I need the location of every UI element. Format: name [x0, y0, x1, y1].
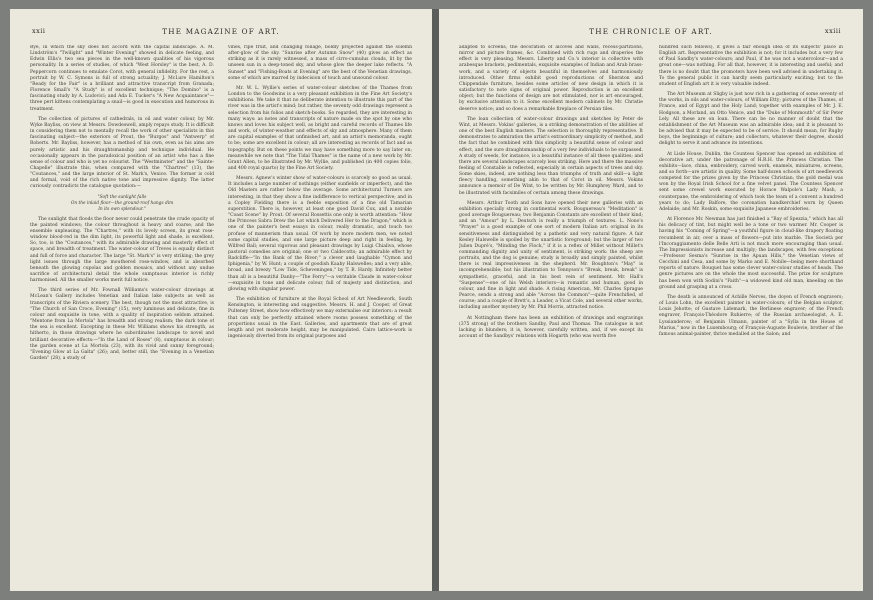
paragraph: Mr. W. L. Wyllie's series of water-colour sketches of the Thames from London to the Goodwins is a very pleasant exhibition in the Fine Art Society's exhibitions. We take it that no deliberate intention to illustrate this part of the river was in the artist's mind; but rather, the seventy odd drawings represent a selection from his folios and sketch-books. So regarded, they are interesting in many ways: as notes and transcripts of nature made on the spot by one who knows and loves his subject well, as bright and careful records of Thames life and work, of winter-weather and effects of sky and atmosphere. Many of them are capital examples of that unfinished art, and an artist's memoranda, ought to be; some are excellent in colour; all are interesting as records of fact and as topography. But on these points we may have something more to say later on; meanwhile we note that "The Tidal Thames" is the name of a new work by Mr. Grant Allen, to be illustrated by Mr. Wyllie, and published (in 400 copies folio, and 400 royal quarto) by the Fine Art Society. [228, 85, 412, 171]
left-column-2 [228, 45, 412, 591]
right-running-head [459, 27, 843, 39]
paragraph: At Nottingham there has been an exhibition of drawings and engravings (375 strong) of the brothers Sandby, Paul and Thomas. The catalogue is not lacking in blunders; it is, however, carefully written, and, if we except its account of the Sandbys' relations with Hogarth (who was worth five [459, 315, 643, 340]
paragraph: Rye, in which the sky does not accord with the capital landscape. A. M. Lindström's "Twilight" and "Winter Evening" showed in delicate feeling, and Edwin Ellis's two sea pieces in the well-known qualities of his vigorous personality. In a series of studies, of which "West Horsley" is the best, A. D. Peppercorn continues to emulate Corot, with general infidelity. For the rest, a portrait by W. C. Symons is full of strong actuality; J. McLure Hamilton's "Ready for the Fair" is a brilliant and attractive transcript from Granada; Florence Small's "A Study" is of excellent technique; "The Domino" is a fascinating study by A. Ludovici; and Ada E. Tucker's "A New Acquaintance"—three pert kittens contemplating a snail—is good in execution and humorous in treatment. [30, 45, 214, 112]
paragraph: The collection of pictures of cathedrals, in oil and water colour, by Mr. Wyke Bayliss, on view at Messrs. Dowdeswell, amply repays study. It is difficult in considering them not to mentally recall the work of other specialists in this fascinating subject—the exteriors of Prout, the "Burgos" and "Antwerp" of Roberts. Mr. Bayliss, however, has a method of his own, even as his aims are purely artistic and his draughtsmanship and technique individual. He occasionally appears in the paradoxical position of an artist who has a fine sense of colour and who is yet no colourist. The "Westminster" and the "Sainte-Chapelle" illustrate this, when compared with the "Chartres" (13), the "Coutances," and the large interior of St. Mark's, Venice. The former is cold and formal, void of the rich native tone and impressive dignity. The latter curiously contradicts the catalogue quotation:— [30, 116, 214, 190]
paragraph: hundred such fellows), it gives a fair enough idea of its subjects' place in English art. Representative the exhibition is not; for it includes but a very few of Paul Sandby's water-colours; and Paul, if he was not a watercolour—and a great one—was nothing. For all that, however, it is interesting and useful; and there is no doubt that the promoters have been well advised in undertaking it. To the general public it can hardly seem particularly exciting; but to the student of English art it is very valuable indeed. [659, 45, 843, 87]
left-running-title: THE MAGAZINE OF ART. [162, 27, 280, 36]
paragraph: vines, ripe fruit, and changing foliage, boldly projected against the solemn after-glow of the sky. "Sunrise after Autumn Snow" (40) gives an effect as striking as it is rarely witnessed, a mass of cirro-cumulus clouds, lit by the unseen sun in a deep-toned sky, and whose glow the deeper lake reflects. "A Sunset" and "Fishing-Boats at Evening" are the best of the Venetian drawings, some of which are marred by indecision of touch and unsound colour. [228, 45, 412, 81]
left-page-number: xxii [32, 27, 46, 35]
paragraph: The exhibition of furniture at the Royal School of Art Needlework, South Kensington, is interesting and suggestive. Messrs. H. and J. Cooper, of Great Pulteney Street, show how effectively we may externalise our interiors: a result that can only be perfectly attained where rooms possess something of the proportions usual in the East. Galleries, and apartments that are of great length and yet moderate height, may be manipulated. Cairo lattice-work is ingeniously diverted from its original purposes and [228, 297, 412, 340]
left-running-head [30, 27, 412, 39]
verse-quotation: "Soft the sunlight falls On the inlaid floor—the ground-roof hangs dim In its own splendour." [70, 194, 174, 212]
right-column-1 [459, 45, 643, 591]
paragraph: Messrs. Agnew's winter show of water-colours is scarcely so good as usual. It includes a large number of nothings (either sunfields or imperfect), and the Old Masters are rather below the average. Some architectural Turners are interesting, in that they show a fine indifference to vertical perspective; and in a Copley Fielding there is a feeble exposition of a fine old Tamarian superstition. There is, however, at least one good David Cox, and a notable "Coast Scene" by Prout. Of several Rossettis one only is worth attention: "How the Princess Sabra Drew the Lot which Delivered Her to the Dragon;" which is one of the painter's best essays in colour, really dramatic, and touch too profuse of mannerism than usual. Of work by more modern men, we noted some capital studies, and one large picture deep and right in feeling, by Wilfred Ball; several vigorous and pleasant drawings by Luigi Chialiva, whose pastoral comedies are original; one or two Caldecotts; an admirable effect by Radcliffe—"In the Bank of the River;" a clever and laughable "Cymon and Iphigenia," by W. Hunt; a couple of goodish Kaaby Halswelles; and a very able, broad, and breezy "Low Tide, Scheveningen," by T. B. Hardy. Infinitely better than all is a beautiful Danby—"The Ferry"—a veritable Claude in water-colour—exquisite in tone and delicate colour, full of majesty and distinction, and glowing with singular power. [228, 176, 412, 292]
book-gutter [432, 9, 439, 591]
paragraph: adapted to screens, the decoration of alcoves and walls, recess-partitions, mirror and picture frames, &c. Combined with rich rugs and draperies the effect is very pleasing. Messrs. Liberty and Co.'s interior is collective with arabesque brackets, pedimentals, exquisite examples of Indian and Arab brass-work, and a variety of objects beautiful in themselves and harmoniously introduced. Other firms exhibit good reproductions of Sheraton and Chippendale furniture, besides some articles of new design in which it is satisfactory to note signs of original power. Reproduction is an excellent object; but the functions of design are not stimulated, nor is art encouraged, by exclusive attention to it. Some excellent modern cabinets by Mr. Christie deserve notice; and so does a remarkable fireplace of Persian tiles. [459, 45, 643, 112]
right-running-title: THE CHRONICLE OF ART. [589, 27, 713, 36]
left-page [10, 9, 432, 591]
paragraph: The sunlight that floods the floor never could penetrate the crude opacity of the painted windows; the colour throughout is heavy and coarse, and the ensemble unpleasing. The "Chartres," with its lovely screen, its great rose-window blood-red in the dim light, its powerful light and shade, is excellent. So, too, is the "Coutances," with its admirable drawing and masterly effect of space, and breadth of treatment. The water-colour of Treves is equally distinct and full of force and character. The large "St. Mark's" is very striking; the grey light issues through the large mouthered rose-window, and is absorbed beneath the glowing cupolas and golden mosaics, and without any undue sacrifice of architectural detail the whole sumptuous interior is richly harmonised. All the smaller works merit full notice. [30, 216, 214, 284]
paragraph: At Florence Mr. Newman has just finished a "Bay of Spezzia," which has all his delicacy of tint, but might well be a tone or two warmer. Mr. Cooper is having his "Coming of Spring"—a youthful figure in cloud-like drapery floating recumbent in air, over a mass of flowers—put into marble. The Società per l'Incoraggiamento delle Belle Arti is not much more encouraging than usual. The Impressionists increase and multiply; the landscapes, with few exceptions—Professor Sesma's "Sunrise in the Apuan Hills," the Venetian views of Cecchini and Cesa, and some by Marko and E. Nobile—being mere shorthand reports of nature. Bouquet has some clever water-colour studies of heads. The genre pictures are on the whole the most successful. The prize for sculpture has been won with Sodini's "Faith"—a widowed kind old man, kneeling on the ground and grasping at a cross. [659, 217, 843, 290]
paragraph: The Art Museum at Sligby is just now rich in a gathering of some seventy of the works, in oils and water-colours, of William Etty; pictures of the Thames, of France, and of Egypt and the Holy Land; together with examples of Mr. J. E. Hodgson, a Morland, an Otto Venice, and the "Duke of Monmouth" of Sir Peter Lely. All these are on loan. There can be no manner of doubt that the establishment of the Art Museum was an admirable idea; and it is pleasant to be advised that it may be expected to be of service. It should mean, for Rugby boys, the beginnings of culture; and collectors, whatever their degree, should delight to serve it and advance its intentions. [659, 92, 843, 147]
paragraph: The loan collection of water-colour drawings and sketches by Peter de Wint, at Messrs. Vokins' galleries, is a striking demonstration of the abilities of one of the best English masters. The selection is thoroughly representative. It demonstrates to admiration the artist's extraordinary simplicity of method, and the fact that he combined with this simplicity a beautiful sense of colour and effect, and the sure draughtsmanship of a very few individuals to be surpassed. A study of weeds, for instance, is a beautiful instance of all these qualities; and there are several landscapes scarcely less striking. Here and there the massive feeling of Constable is reflected, especially in certain aspects of trees and sky. Some skies, indeed, are nothing less than triumphs of truth and skill—a light fleecy handling, something akin to that of Corot in oil. Messrs. Vokins announce a memoir of De Wint, to be written by Mr. Humphrey Ward, and to be illustrated with facsimiles of certain among these drawings. [459, 116, 643, 196]
left-column-1 [30, 45, 214, 591]
right-column-2 [659, 45, 843, 591]
paragraph: Messrs. Arthur Tooth and Sons have opened their new galleries with an exhibition specially strong in continental work. Bouguereau's "Meditation" is good average Bouguereau; two Benjamin Constants are excellent of their kind; and an "Amour" by L. Deutsch is really a triumph of textures. L. Nono's "Prayer" is a good example of one sort of modern Italian art: original in its sensitiveness and distinguished by a pathetic and very natural figure. A fair Kesley Halswelle is spoiled by the unartistic foreground; but the larger of two Julien Dupré's, "Minding the Flock," if it is a reflex of Millet without Millet's commanding dignity and unity of sentiment, is striking work: the sheep are portraits, and the dog is genuine; study is broadly and simply painted, whilst there is real impressiveness in the shepherd. Mr. Boughton's "May" is incomprehensible; but his illustration to Tennyson's "Break, break, break" is sympathetic, graceful, and in his best vein of sentiment. Mr. Hall's "Suspense"—one of his Welsh interiors—is romantic and human, good in colour, and fine in light and shade. A rising American, Mr. Charles Sprague Pearce, sends a strong and able "Across the Common"—quite Frenchified, of course; and a couple of Brett's, a Leader, a Vicat Cole, and several other works, including another mystery by Mr. Phil Morris, attracted notice. [459, 200, 643, 311]
paragraph: The death is announced of Achille Nerves, the doyen of French engravers; of Louis Lohn, the excellent painter in water-colours; of the Belgian sculptor, Louis Jehotte; of Gustave Lidemark, the Berlinese engraver; of the French engraver, François-Théodore Ruhierre; of the Russian archaeologist, A. E. Lyssianderow; of Benjamin Ulmann, painter of a "Sylla in the House of Marius," now in the Luxembourg; of François-Auguste Boulevie, brother of the famous animal-painter, thrice medalled at the Salon; and [659, 294, 843, 337]
paragraph: At Lisle House, Dublin, the Countess Spencer has opened an exhibition of decorative art, under the patronage of H.R.H. the Princess Christian. The exhibits—lace, china, embroidery, carved work, enamels, miniatures, screens, and so forth—are artistic in quality. Some half-dozen schools of art needlework competed for the prizes given by the Princess Christian; the gold medal was won by the Royal Irish School for a fine velvet panel. The Countess Spencer sent some crewel work executed by Horace Walpole's Lady Mash, a counterpane, the embroidering of which took the team of a convent a hundred years to do; Lady Balfore, the coronation handkerchief worn by Queen Adelaide; and Mr. Roskin, some exquisite Japanese embroideries. [659, 151, 843, 212]
right-page [439, 9, 863, 591]
right-page-number: xxiii [824, 27, 841, 35]
paragraph: The third series of Mr. Fownall Williams's water-colour drawings at McLean's Gallery includes Venetian and Italian lake subjects as well as transcripts of the Riviera scenery. The best, though not the most attractive, is "The Church of San Croce, Evening" (15), very luminous and delicate, fine in colour and exquisite in tone, with a quality of inspiration seldom attained. "Mentone from La Mortola" has breadth and strong realism; the dark tone of the sea is excellent. Excepting in these Mr. Williams shows his strength, as hitherto, in those drawings where he subordinates landscape to novel and brilliant decorative effects:—"In the Land of Roses" (8), sumptuous in colour; the garden scene at La Mortola (23), with its vivid and sunny foreground; "Evening Glow at La Galta" (26); and, better still, the "Evening in a Venetian Garden" (28), a study of [30, 288, 214, 362]
